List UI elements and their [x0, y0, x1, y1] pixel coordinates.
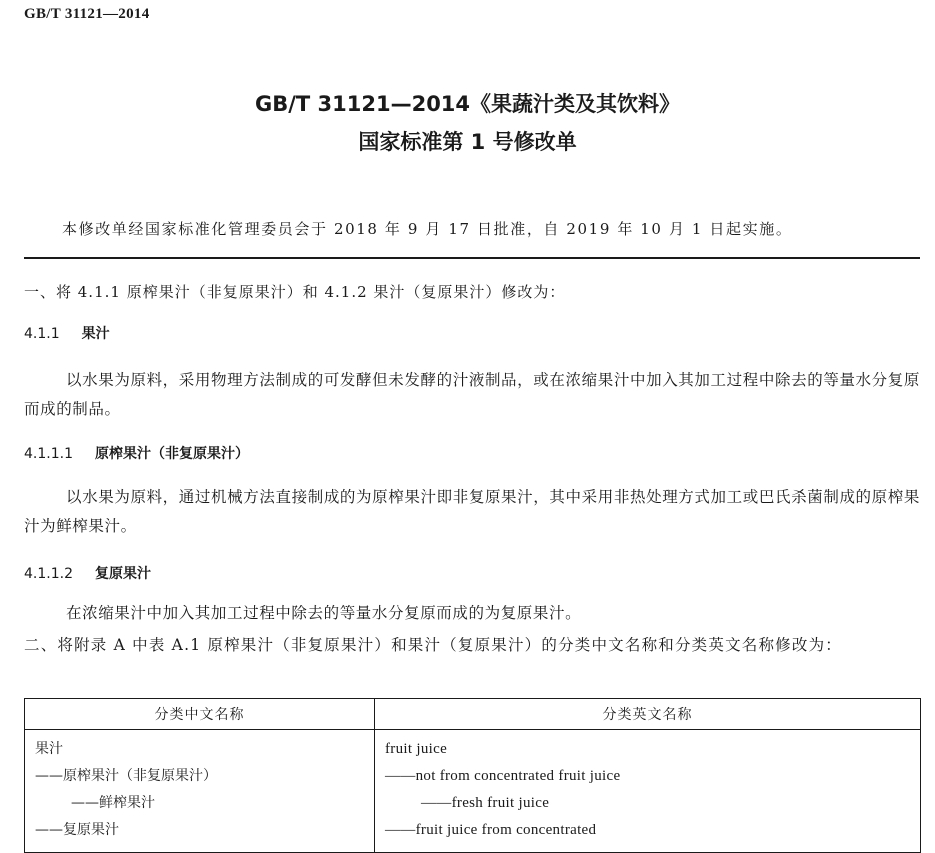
- table-header-row: [25, 699, 921, 730]
- clause-label: 复原果汁: [94, 566, 151, 582]
- clause-body-4-1-1-2: 在浓缩果汁中加入其加工过程中除去的等量水分复原而成的为复原果汁。: [66, 604, 582, 622]
- clause-heading-4-1-1-1: [24, 443, 249, 463]
- document-subtitle: 国家标准第 1 号修改单: [358, 130, 577, 154]
- classification-table: [24, 698, 921, 853]
- chinese-names-cell: [25, 730, 375, 853]
- list-item: ——原榨果汁（非复原果汁）: [35, 768, 217, 784]
- clause-body-4-1-1: 以水果为原料，采用物理方法制成的可发酵但未发酵的汁液制品，或在浓缩果汁中加入其加工过程中除去的等量水分复原而成的制品。: [24, 371, 920, 418]
- clause-heading-4-1-1: [24, 323, 110, 343]
- clause-number: 4.1.1.1: [24, 446, 73, 462]
- column-header-english-name: 分类英文名称: [375, 699, 921, 730]
- header-divider: [24, 257, 920, 259]
- clause-heading-4-1-1-2: [24, 563, 151, 583]
- document-title: GB/T 31121—2014《果蔬汁类及其饮料》: [254, 92, 681, 116]
- list-item: ——fresh fruit juice: [421, 795, 550, 811]
- table-row: [25, 730, 921, 853]
- list-item: 果汁: [35, 741, 63, 757]
- approval-statement: 本修改单经国家标准化管理委员会于 2018 年 9 月 17 日批准，自 2019 年 10 月 1 日起实施。: [62, 220, 793, 238]
- clause-label: 原榨果汁（非复原果汁）: [94, 446, 249, 462]
- list-item: ——fruit juice from concentrated: [385, 822, 597, 838]
- clause-body-4-1-1-1: 以水果为原料，通过机械方法直接制成的为原榨果汁即非复原果汁，其中采用非热处理方式加工或巴氏杀菌制成的原榨果汁为鲜榨果汁。: [24, 488, 920, 535]
- clause-number: 4.1.1.2: [24, 566, 73, 582]
- column-header-chinese-name: 分类中文名称: [25, 699, 375, 730]
- english-names-cell: [375, 730, 921, 853]
- section-2-instruction: 二、将附录 A 中表 A.1 原榨果汁（非复原果汁）和果汁（复原果汁）的分类中文名称和分类英文名称修改为：: [24, 636, 842, 654]
- list-item: ——鲜榨果汁: [71, 795, 155, 811]
- section-1-instruction: 一、将 4.1.1 原榨果汁（非复原果汁）和 4.1.2 果汁（复原果汁）修改为：: [24, 283, 566, 301]
- list-item: fruit juice: [385, 741, 448, 757]
- document-header-code: GB/T 31121—2014: [24, 6, 150, 22]
- list-item: ——not from concentrated fruit juice: [385, 768, 621, 784]
- clause-label: 果汁: [81, 326, 110, 342]
- clause-number: 4.1.1: [24, 326, 60, 342]
- list-item: ——复原果汁: [35, 822, 119, 838]
